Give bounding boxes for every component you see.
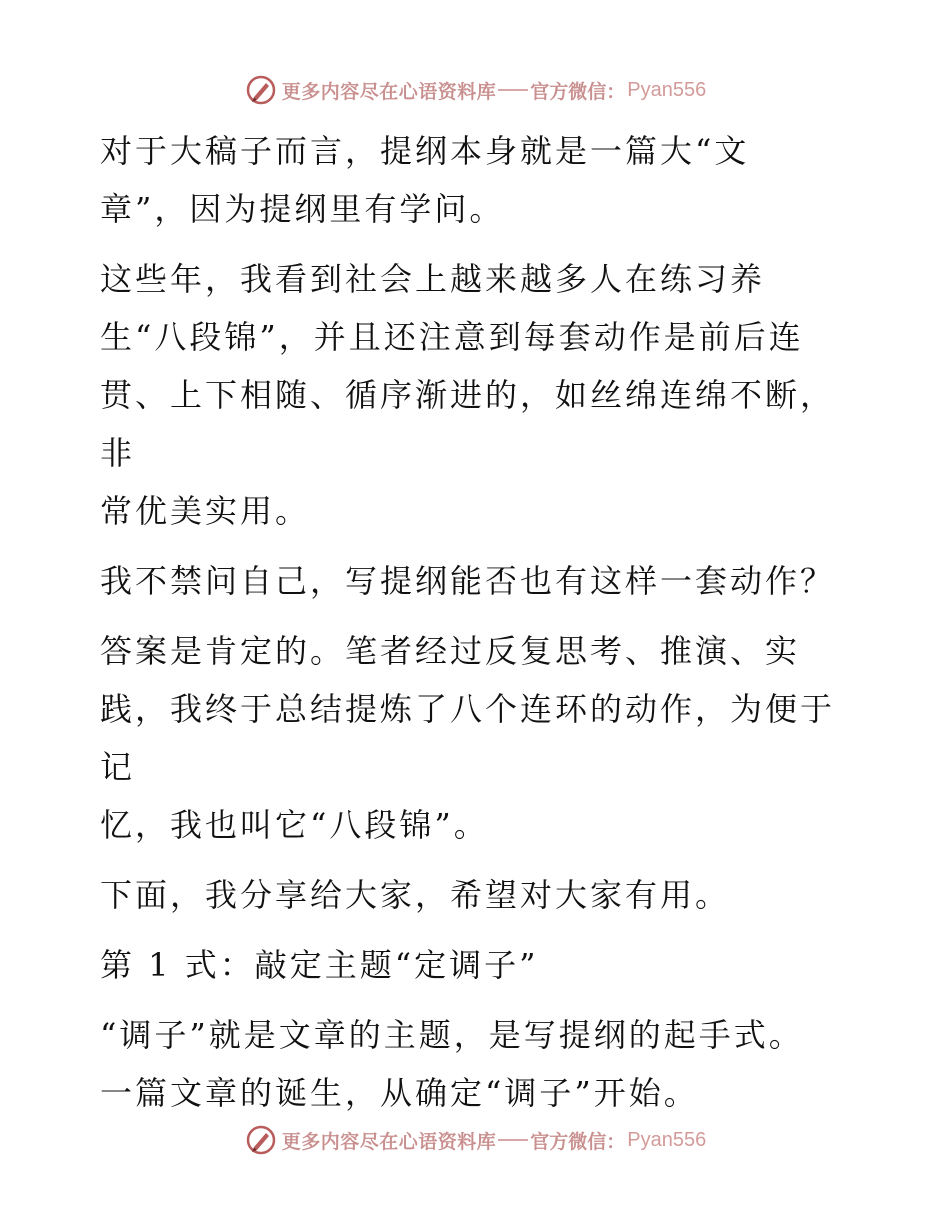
- section-heading: 第 1 式：敲定主题“定调子”: [100, 946, 539, 984]
- paragraph-4: 答案是肯定的。笔者经过反复思考、推演、实 践，我终于总结提炼了八个连环的动作，为便于记 忆，我也叫它“八段锦”。: [100, 632, 836, 844]
- watermark-dash: [498, 89, 528, 91]
- watermark-dash: [498, 1139, 528, 1141]
- paragraph-5: 下面，我分享给大家，希望对大家有用。: [100, 876, 731, 914]
- pen-logo-icon: [244, 73, 278, 107]
- watermark-label: 官方微信：: [530, 80, 626, 103]
- footer-watermark: [0, 1120, 950, 1160]
- header-watermark: [0, 70, 950, 110]
- watermark-handle: Pyan556: [627, 78, 707, 101]
- watermark-site-text: 更多内容尽在心语资料库: [281, 1130, 497, 1153]
- paragraph-3: 我不禁问自己，写提纲能否也有这样一套动作？: [100, 562, 836, 600]
- paragraph-6: “调子”就是文章的主题，是写提纲的起手式。 一篇文章的诞生，从确定“调子”开始。: [100, 1016, 804, 1112]
- paragraph-2: 这些年，我看到社会上越来越多人在练习养 生“八段锦”，并且还注意到每套动作是前后连 贯、上下相随、循序渐进的，如丝绵连绵不断，非 常优美实用。: [100, 260, 836, 530]
- watermark-handle: Pyan556: [627, 1128, 707, 1151]
- document-body: [100, 122, 860, 1134]
- watermark-site-text: 更多内容尽在心语资料库: [281, 80, 497, 103]
- paragraph-1: 对于大稿子而言，提纲本身就是一篇大“文 章”，因为提纲里有学问。: [100, 132, 750, 228]
- watermark-label: 官方微信：: [530, 1130, 626, 1153]
- pen-logo-icon: [244, 1123, 278, 1157]
